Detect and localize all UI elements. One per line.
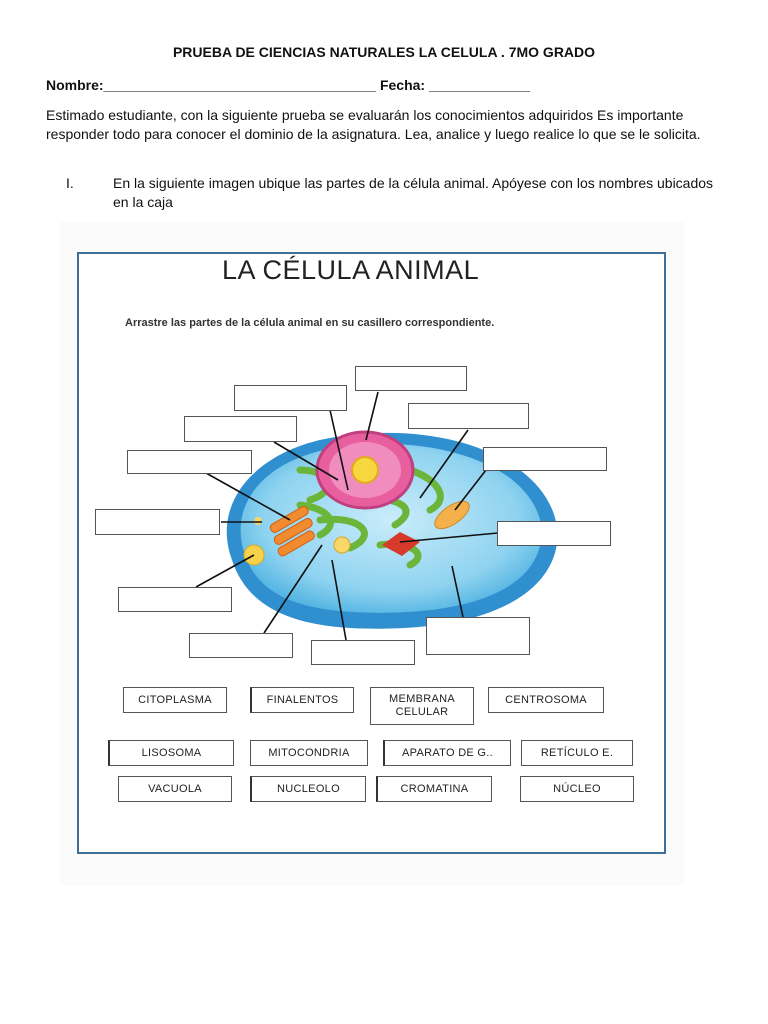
answer-box-12[interactable] bbox=[311, 640, 415, 665]
word-citoplasma: CITOPLASMA bbox=[123, 687, 227, 713]
answer-box-2[interactable] bbox=[234, 385, 347, 411]
word-lisosoma: LISOSOMA bbox=[108, 740, 234, 766]
answer-box-3[interactable] bbox=[408, 403, 529, 429]
answer-box-7[interactable] bbox=[95, 509, 220, 535]
word-centrosoma: CENTROSOMA bbox=[488, 687, 604, 713]
word-mitocondria: MITOCONDRIA bbox=[250, 740, 368, 766]
answer-box-11[interactable] bbox=[189, 633, 293, 658]
word-finalentos: FINALENTOS bbox=[250, 687, 354, 713]
lysosome bbox=[334, 537, 350, 553]
word-aparato-de-golgi: APARATO DE G.. bbox=[383, 740, 511, 766]
question-number: I. bbox=[66, 175, 74, 191]
answer-box-4[interactable] bbox=[184, 416, 297, 442]
word-membrana-celular bbox=[370, 687, 474, 725]
answer-box-9[interactable] bbox=[118, 587, 232, 612]
word-cromatina: CROMATINA bbox=[376, 776, 492, 802]
word-nucleolo: NUCLEOLO bbox=[250, 776, 366, 802]
lysosome-2 bbox=[254, 517, 262, 525]
intro-paragraph: Estimado estudiante, con la siguiente prueba se evaluarán los conocimientos adquiridos Es importante responder todo para conocer el dominio de la asignatura. Lea, analice y luego realice lo que se le solicita. bbox=[46, 107, 701, 142]
nucleolus bbox=[352, 457, 378, 483]
word-vacuola: VACUOLA bbox=[118, 776, 232, 802]
worksheet-instruction: Arrastre las partes de la célula animal en su casillero correspondiente. bbox=[125, 317, 495, 329]
word-reticulo: RETÍCULO E. bbox=[521, 740, 633, 766]
worksheet-title: LA CÉLULA ANIMAL bbox=[222, 255, 480, 285]
word-membrana-celular-text: MEMBRANA CELULAR bbox=[389, 693, 455, 718]
test-title: PRUEBA DE CIENCIAS NATURALES LA CELULA . 7MO GRADO bbox=[172, 44, 596, 60]
name-date-line: Nombre:___________________________________ Fecha: _____________ bbox=[46, 77, 531, 93]
answer-box-5[interactable] bbox=[483, 447, 607, 471]
answer-box-8[interactable] bbox=[497, 521, 611, 546]
question-text: En la siguiente imagen ubique las partes de la célula animal. Apóyese con los nombres ubicados en la caja bbox=[113, 175, 714, 210]
word-nucleo: NÚCLEO bbox=[520, 776, 634, 802]
answer-box-1[interactable] bbox=[355, 366, 467, 391]
answer-box-10[interactable] bbox=[426, 617, 530, 655]
answer-box-6[interactable] bbox=[127, 450, 252, 474]
